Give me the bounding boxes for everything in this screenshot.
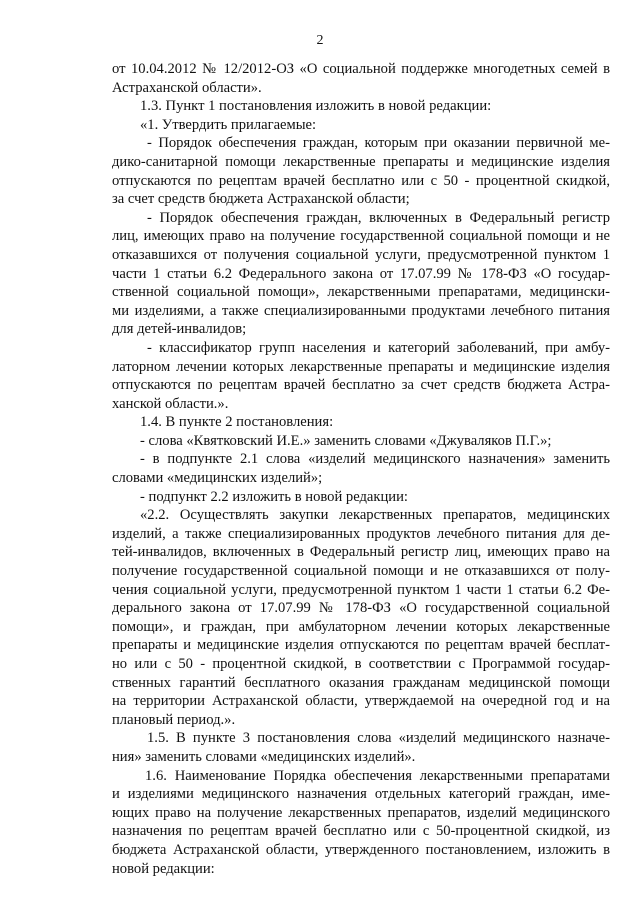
text-line: за счет средств бюджета Астраханской области; (112, 191, 410, 208)
text-line: «2.2. Осуществлять закупки лекарственных препаратов, медицинских (140, 507, 610, 524)
text-line: латорном лечении которых лекарственные препараты и медицинские изделия (112, 358, 610, 375)
text-line: словами «медицинских изделий»; (112, 470, 323, 487)
text-line: и изделиями медицинского назначения отдельных категорий граждан, име- (112, 786, 610, 803)
text-line: дико-санитарной помощи лекарственные препараты и медицинские изделия (112, 153, 610, 170)
text-line: ханской области.». (112, 395, 229, 412)
text-line: - Порядок обеспечения граждан, включенных в Федеральный регистр (147, 209, 610, 226)
text-line: ми изделиями, а также специализированными продуктами лечебного питания (112, 302, 610, 319)
text-line: - слова «Квятковский И.Е.» заменить словами «Джуваляков П.Г.»; (140, 432, 552, 449)
text-line: ния» заменить словами «медицинских изделий». (112, 748, 416, 765)
text-line: 1.4. В пункте 2 постановления: (140, 414, 334, 431)
text-line: ственной социальной помощи», лекарственными препаратами, медицински- (112, 284, 610, 301)
text-line: Астраханской области». (112, 79, 262, 96)
document-body (112, 60, 610, 878)
text-line: отказавшихся от получения социальной услуги, предусмотренной пунктом 1 (112, 246, 610, 263)
text-line: 1.5. В пункте 3 постановления слова «изделий медицинского назначе- (147, 730, 610, 747)
text-line: на территории Астраханской области, утверждаемой на очередной год и на (112, 693, 610, 710)
text-line: новой редакции: (112, 860, 215, 877)
text-line: изделий, а также специализированных продуктов лечебного питания для де- (112, 525, 610, 542)
text-line: лиц, имеющих право на получение государственной социальной помощи и не (112, 228, 610, 245)
text-line: получение государственной социальной помощи и не отказавшихся от полу- (112, 563, 610, 580)
text-line: части 1 статьи 6.2 Федерального закона от 17.07.99 № 178-ФЗ «О государ- (112, 265, 610, 282)
text-line: чения социальной услуги, предусмотренной пунктом 1 части 1 статьи 6.2 Фе- (112, 581, 610, 598)
text-line: - Порядок обеспечения граждан, которым при оказании первичной ме- (147, 135, 610, 152)
text-line: «1. Утвердить прилагаемые: (140, 116, 317, 133)
text-line: отпускаются по рецептам врачей бесплатно или с 50 - процентной скидкой, (112, 172, 610, 189)
text-line: отпускаются по рецептам врачей бесплатно за счет средств бюджета Астра- (112, 377, 610, 394)
text-line: 1.6. Наименование Порядка обеспечения лекарственными препаратами (145, 767, 610, 784)
page-number: 2 (316, 33, 324, 48)
text-line: - классификатор групп населения и категорий заболеваний, при амбу- (147, 339, 610, 356)
text-line: бюджета Астраханской области, утвержденного постановлением, изложить в (112, 841, 610, 858)
text-line: назначения по рецептам врачей бесплатно или с 50-процентной скидкой, из (112, 823, 610, 840)
text-line: тей-инвалидов, включенных в Федеральный регистр лиц, имеющих право на (112, 544, 610, 561)
text-line: 1.3. Пункт 1 постановления изложить в новой редакции: (140, 98, 492, 115)
text-line: помощи», и граждан, при амбулаторном лечении которых лекарственные (112, 618, 610, 635)
text-line: от 10.04.2012 № 12/2012-ОЗ «О социальной поддержке многодетных семей в (112, 61, 610, 77)
text-line: препараты и медицинские изделия отпускаются по рецептам врачей бесплат- (112, 637, 610, 654)
text-line: плановый период.». (112, 711, 236, 728)
text-line: ющих право на получение лекарственных препаратов, изделий медицинского (112, 804, 610, 821)
text-line: - в подпункте 2.1 слова «изделий медицинского назначения» заменить (140, 451, 610, 468)
text-line: но или с 50 - процентной скидкой, в соответствии с Программой государ- (112, 656, 610, 672)
text-line: дерального закона от 17.07.99 № 178-ФЗ «О государственной социальной (112, 600, 610, 617)
text-line: - подпункт 2.2 изложить в новой редакции: (140, 488, 408, 505)
text-line: ственных гарантий бесплатного оказания гражданам медицинской помощи (112, 674, 610, 691)
text-line: для детей-инвалидов; (112, 321, 247, 338)
